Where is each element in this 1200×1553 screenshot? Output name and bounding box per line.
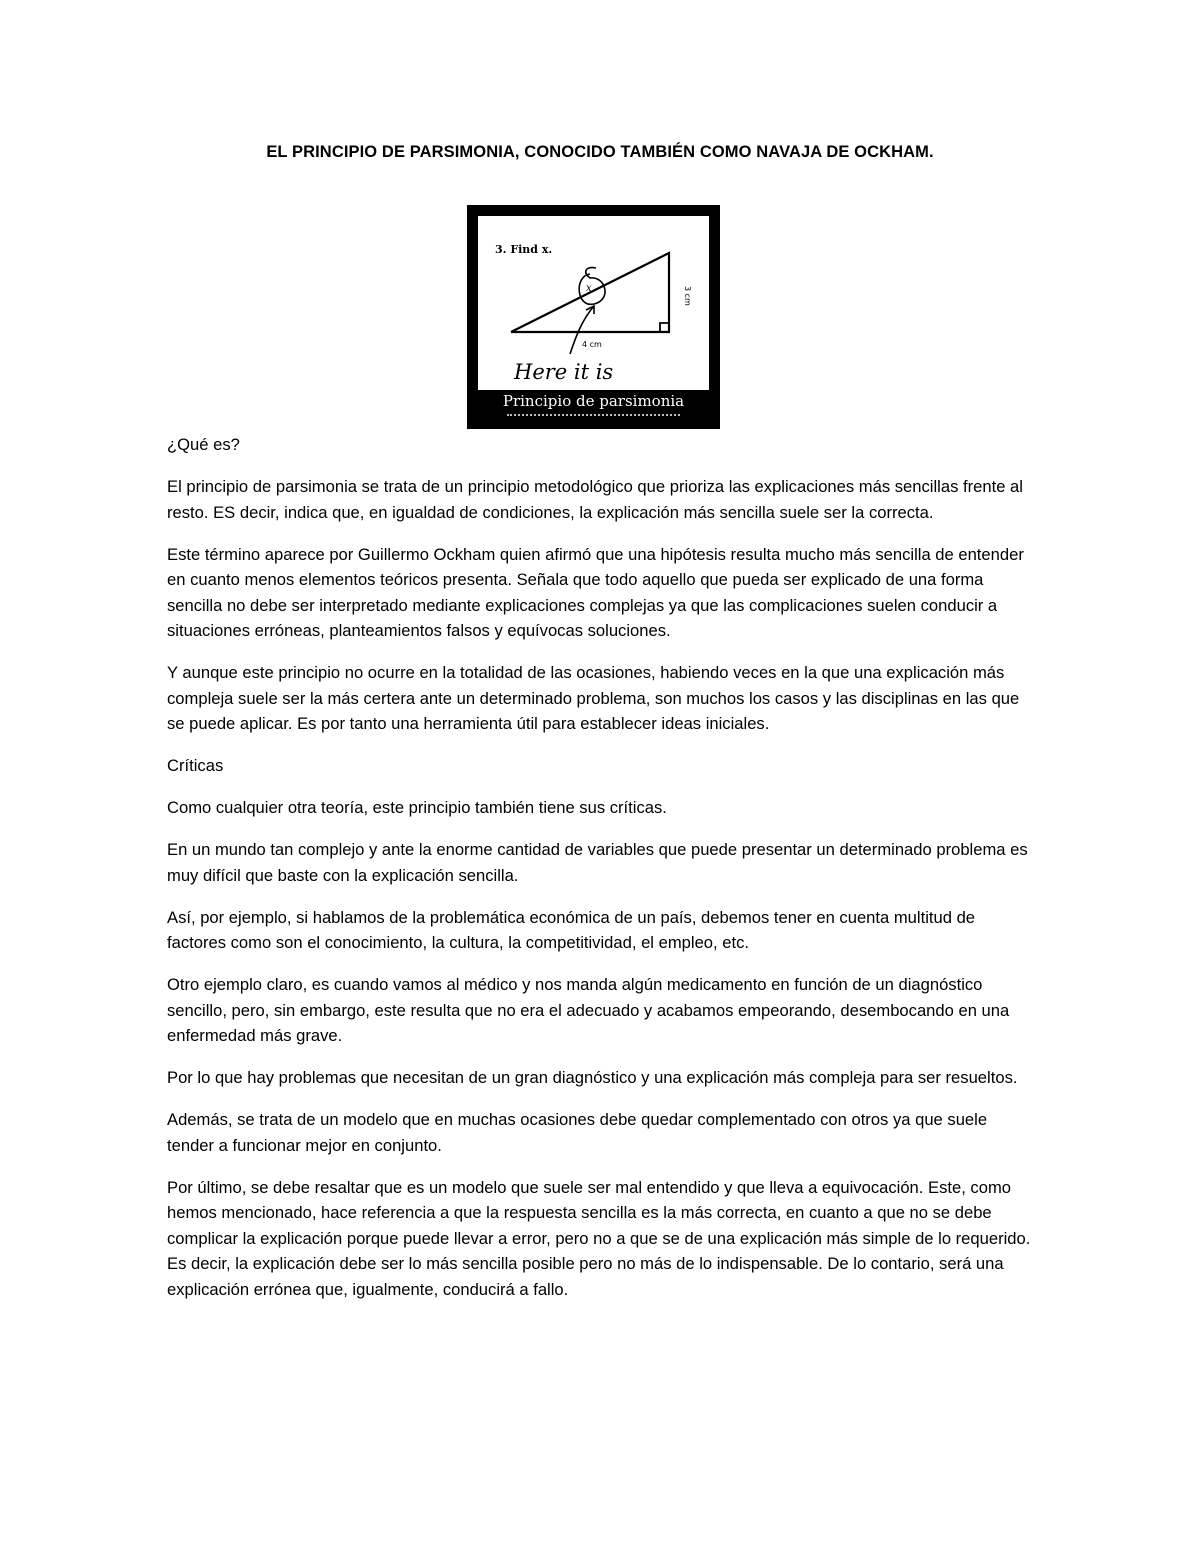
variable-label: x: [586, 283, 592, 294]
find-x-drawing: [478, 216, 709, 390]
figure-panel: [478, 216, 709, 390]
right-angle-marker: [660, 323, 669, 332]
paragraph: Así, por ejemplo, si hablamos de la problemática económica de un país, debemos tener en cuenta multitud de factores como son el conocimiento, la cultura, la competitividad, el empleo, etc.: [167, 907, 976, 952]
paragraph: El principio de parsimonia se trata de un principio metodológico que prioriza las explicaciones más sencillas frente al resto. ES decir, indica que, en igualdad de condiciones, la explicación más sencilla suele ser la correcta.: [167, 477, 1023, 522]
paragraph: Además, se trata de un modelo que en muchas ocasiones debe quedar complementado con otros ya que suele tender a funcionar mejor en conjunto.: [167, 1110, 988, 1155]
document-body: [167, 432, 1037, 1319]
problem-label: 3. Find x.: [495, 243, 553, 256]
paragraph: Este término aparece por Guillermo Ockham quien afirmó que una hipótesis resulta mucho más sencilla de entender en cuanto menos elementos teóricos presenta. Señala que todo aquello que pueda ser explicado de una forma sencilla no debe ser interpretado mediante explicaciones complejas ya que las complicaciones suelen conducir a situaciones erróneas, planteamientos falsos y equívocas soluciones.: [167, 544, 1024, 640]
paragraph: Como cualquier otra teoría, este principio también tiene sus críticas.: [167, 798, 667, 817]
figure-subcaption: [507, 414, 680, 418]
height-label: 3 cm: [683, 286, 692, 306]
section-heading-que-es: ¿Qué es?: [167, 435, 240, 454]
paragraph: Por lo que hay problemas que necesitan de un gran diagnóstico y una explicación más compleja para ser resueltos.: [167, 1068, 1018, 1087]
paragraph: Por último, se debe resaltar que es un modelo que suele ser mal entendido y que lleva a equivocación. Este, como hemos mencionado, hace referencia a que la respuesta sencilla es la más correcta, en cuanto a que no se debe complicar la explicación porque puede llevar a error, pero no a que se de una explicación más simple de lo requerido. Es decir, la explicación debe ser lo más sencilla posible pero no más de lo indispensable. De lo contario, será una explicación errónea que, igualmente, conducirá a fallo.: [167, 1177, 1031, 1299]
meme-figure: [467, 205, 720, 429]
figure-caption: Principio de parsimonia: [502, 392, 685, 410]
figure-watermark: [567, 385, 620, 391]
page-title: EL PRINCIPIO DE PARSIMONIA, CONOCIDO TAMBIÉN COMO NAVAJA DE OCKHAM.: [266, 143, 934, 161]
handwritten-note: Here it is: [514, 360, 614, 384]
base-label: 4 cm: [582, 340, 602, 349]
paragraph: Otro ejemplo claro, es cuando vamos al médico y nos manda algún medicamento en función de un diagnóstico sencillo, pero, sin embargo, este resulta que no era el adecuado y acabamos empeorando, desembocando en una enfermedad más grave.: [167, 975, 1010, 1045]
paragraph: Y aunque este principio no ocurre en la totalidad de las ocasiones, habiendo veces en la que una explicación más compleja suele ser la más certera ante un determinado problema, son muchos los casos y las disciplinas en las que se puede aplicar. Es por tanto una herramienta útil para establecer ideas iniciales.: [167, 663, 1020, 733]
paragraph: En un mundo tan complejo y ante la enorme cantidad de variables que puede presentar un determinado problema es muy difícil que baste con la explicación sencilla.: [167, 840, 1028, 885]
section-heading-criticas: Críticas: [167, 756, 224, 775]
